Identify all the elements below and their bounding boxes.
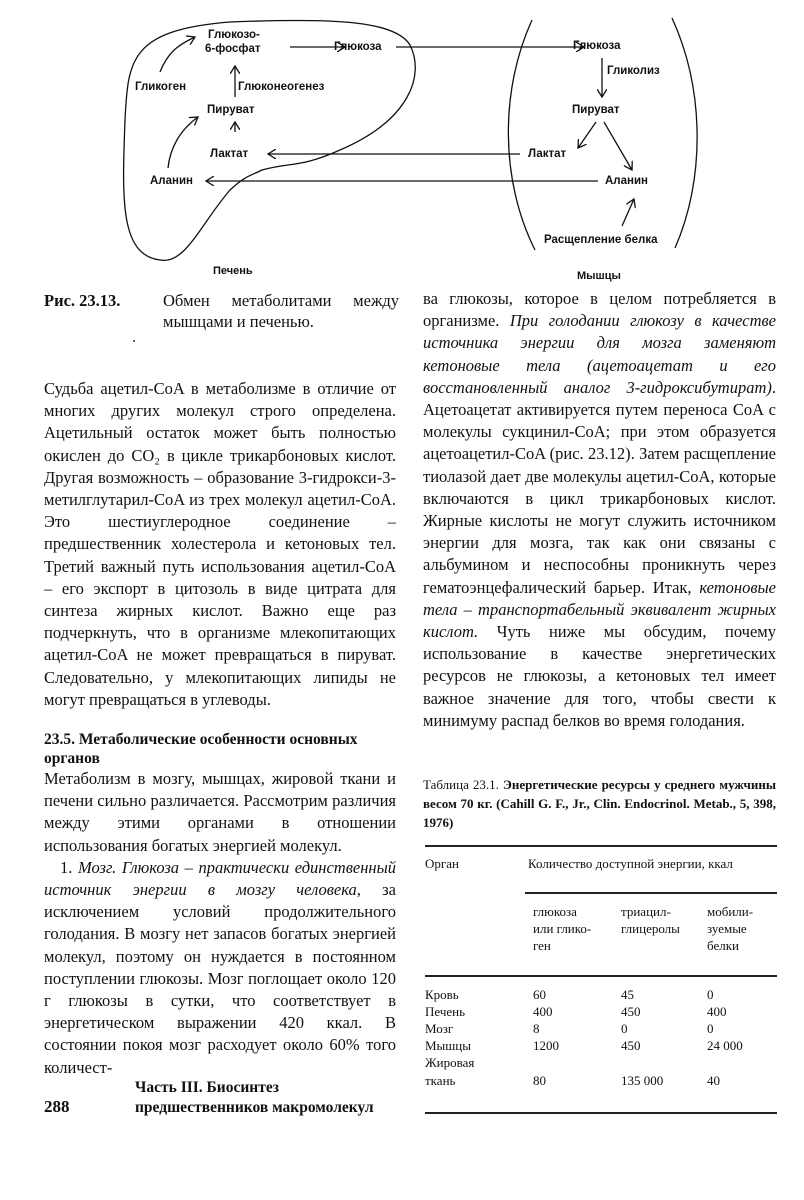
label-muscle-pyruvate: Пируват [572,104,620,116]
left-column-paragraph-1 [44,378,396,711]
subheader-glucose-l1: глюкоза [533,904,577,919]
subheader-protein-l3: белки [707,938,739,953]
running-footer [135,1078,374,1118]
cell-glucose: 400 [533,1004,553,1019]
header-energy: Количество доступной энергии, ккал [528,856,733,871]
right-italic-1: При голодании глюкозу в качестве источника энергии для мозга заменяют кетоновые тела (ацетоацетат и его восстановленный аналог 3-гидроксибутират) [423,311,776,397]
table-bottom-rule [425,1112,777,1114]
section-title: 23.5. Метаболические особенности основных органов [44,731,358,767]
part-title-line1: Часть III. Биосинтез [135,1079,279,1096]
label-muscle-lactate: Лактат [528,148,567,160]
cell-tag: 0 [621,1021,628,1036]
right-text-2: . Ацетоацетат активируется путем переноса CoA с молекулы сукцинил-CoA; при этом образуется ацетоацетил-CoA (рис. 23.12). Затем расщепление тиолазой дает две молекулы ацетил-CoA, которые включаются в цикл трикарбоновых кислот. Жирные кислоты не могут служить источником энергии для мозга, так как они связаны с альбумином и неспособны проникнуть через гематоэнцефалический барьер. Итак, [423,377,776,597]
label-gluconeogenesis: Глюконеогенез [238,81,325,93]
cell-glucose: 1200 [533,1038,559,1053]
label-muscle-alanine: Аланин [605,175,648,187]
table-caption-title: Энергетические ресурсы у среднего мужчины весом 70 кг. (Cahill G. F., Jr., Clin. Endocrinol. Metab., 5, 398, 1976) [423,777,777,830]
subheader-glucose-l3: ген [533,938,551,953]
caption-muscle: Мышцы [577,270,621,282]
figure-caption-text: Обмен метаболитами между мышцами и печенью. [163,291,399,331]
cell-tag: 45 [621,987,634,1002]
stray-dot [133,340,135,342]
label-liver-alanine: Аланин [150,175,193,187]
table-caption-prefix: Таблица 23.1. [423,777,504,792]
cell-tag: 450 [621,1004,641,1019]
brain-rest-text: , за исключением условий продолжительного голодания. В мозгу нет запасов богатых энергией молекул, поэтому он нуждается в постоянном поступлении глюкозы. Мозг поглощает около 120 г глюкозы в сутки, что соответствует в энергетическом выражении 420 ккал. В состоянии покоя мозг расходует около 60% того количест- [44,880,396,1077]
right-text-3: Чуть ниже мы обсудим, почему использование в качестве энергетических ресурсов не глюкозы, а кетоновых тел имеет важное значение для того, чтобы свести к минимуму распад белков во время голодания. [423,622,776,730]
label-glycogen: Гликоген [135,81,187,93]
cell-organ: ткань [425,1073,456,1088]
paragraph-brain [44,857,396,1079]
subheader-tag-l1: триацил- [621,904,671,919]
label-glycolysis: Гликолиз [607,65,660,77]
paragraph-ketone-bodies [423,288,776,732]
cell-glucose: 80 [533,1073,546,1088]
page-number: 288 [44,1097,70,1116]
label-protein-breakdown: Расщепление белка [544,234,658,246]
cell-organ: Печень [425,1004,466,1019]
subheader-tag-l2: глицеролы [621,921,680,936]
part-title-line2: предшественников макромолекул [135,1099,374,1116]
cell-organ-line1: Жировая [425,1055,475,1070]
right-italic-2: кетоновые тела – транспортабельный эквивалент жирных кислот. [423,577,776,642]
right-column-text [423,288,776,732]
subheader-glucose-l2: или глико- [533,921,592,936]
subheader-protein-l2: зуемые [707,921,747,936]
cell-protein: 24 000 [707,1038,743,1053]
label-glucose-6-phosphate-line2: 6-фосфат [205,43,261,55]
cell-glucose: 60 [533,987,546,1002]
cell-protein: 0 [707,1021,714,1036]
cell-tag: 135 000 [621,1073,664,1088]
paragraph-organ-metabolism: Метаболизм в мозгу, мышцах, жировой ткани и печени сильно различается. Рассмотрим различия между этими органами в отношении использования богатых энергией молекул. [44,769,396,855]
subheader-protein-l1: мобили- [707,904,754,919]
paragraph-acetyl-coa: Судьба ацетил-CoA в метаболизме в отличие от многих других молекул строго определена. Ацетильный остаток может быть полностью окислен до CO₂ в цикле трикарбоновых кислот. Другая возможность – образование 3-гидрокси-3-метилглутарил-CoA из трех молекул ацетил-CoA. Это шестиуглеродное соединение – предшественник холестерола и кетоновых тел. Третий важный путь использования ацетил-CoA – его экспорт в цитозоль в виде цитрата для синтеза жирных кислот. Важно еще раз подчеркнуть, что в организме млекопитающих ацетил-CoA не может превращаться в пируват. Следовательно, у млекопитающих липиды не могут превращаться в углеводы. [44,379,396,709]
table-header-rule [425,975,777,977]
label-liver-lactate: Лактат [210,148,249,160]
label-glucose-6-phosphate-line1: Глюкозо- [208,29,260,41]
figure-number: Рис. 23.13. [44,291,121,310]
cell-organ: Мозг [425,1021,454,1036]
header-organ: Орган [425,856,459,871]
cell-protein: 400 [707,1004,727,1019]
cell-organ: Кровь [425,987,459,1002]
brain-item-number: 1. [60,857,73,877]
label-liver-glucose: Глюкоза [334,41,382,53]
cell-organ: Мышцы [425,1038,471,1053]
cell-protein: 40 [707,1073,720,1088]
label-muscle-glucose: Глюкоза [573,40,621,52]
caption-liver: Печень [213,265,253,277]
table-sub-rule [525,892,777,894]
table-caption [423,775,776,832]
table-top-rule [425,845,777,847]
right-text-1: ва глюкозы, которое в целом потребляется в организме. [423,289,776,331]
cell-tag: 450 [621,1038,641,1053]
left-column-paragraph-2 [44,768,396,1079]
label-liver-pyruvate: Пируват [207,104,255,116]
brain-italic-text: Мозг. Глюкоза – практически единственный источник энергии в мозгу человека [44,857,397,900]
cell-protein: 0 [707,987,714,1002]
cell-glucose: 8 [533,1021,540,1036]
diagram-lines [0,0,804,290]
